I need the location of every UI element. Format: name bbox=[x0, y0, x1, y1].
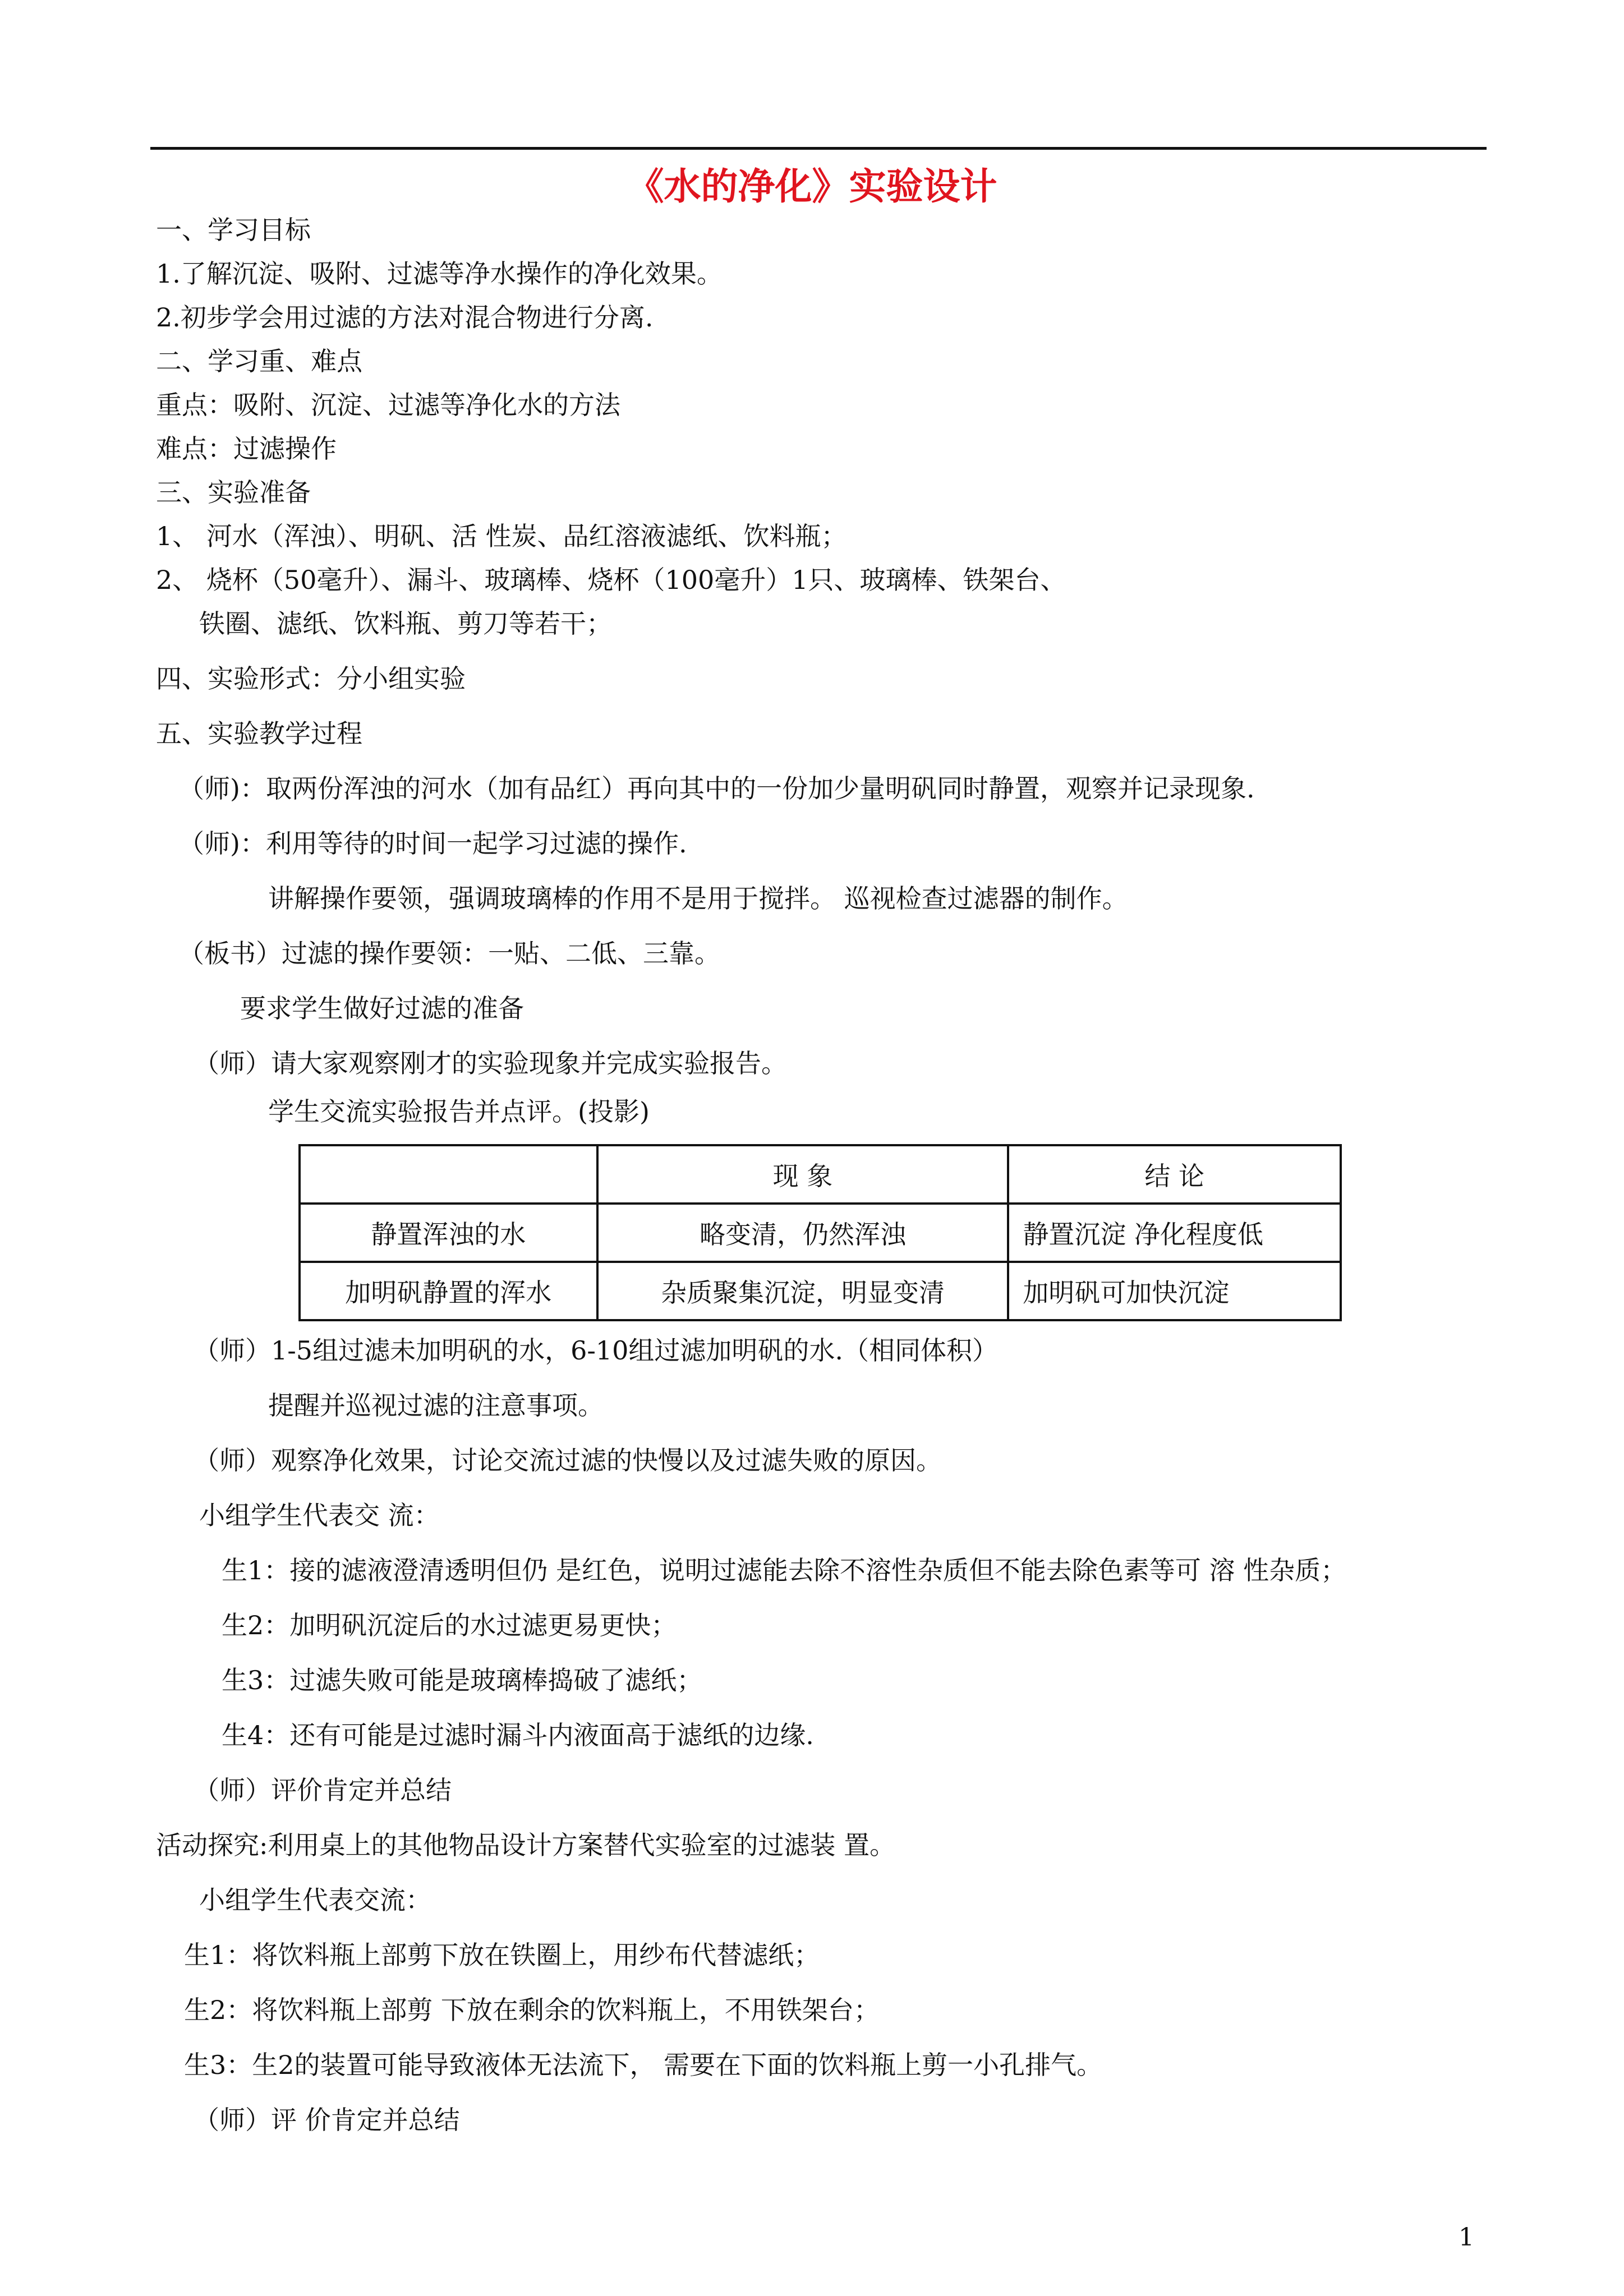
preparation-1: 1、 河水（浑浊）、明矾、活 性炭、品红溶液滤纸、饮料瓶； bbox=[156, 521, 847, 551]
preparation-2: 2、 烧杯（50毫升）、漏斗、玻璃棒、烧杯（100毫升）1只、玻璃棒、铁架台、 bbox=[156, 565, 1066, 595]
complete-report: （师）请大家观察刚才的实验现象并完成实验报告。 bbox=[194, 1048, 787, 1078]
table-cell: 杂质聚集沉淀，明显变清 bbox=[597, 1262, 1009, 1320]
document-title: 《水的净化》实验设计 bbox=[627, 165, 997, 208]
activity-answer-2: 生2：将饮料瓶上部剪 下放在剩余的饮料瓶上，不用铁架台； bbox=[184, 1995, 880, 2025]
table-header-cell: 结 论 bbox=[1008, 1145, 1341, 1204]
heading-key-points: 二、学习重、难点 bbox=[156, 346, 362, 376]
goal-2: 2.初步学会用过滤的方法对混合物进行分离. bbox=[156, 302, 654, 333]
table-row bbox=[300, 1204, 1341, 1262]
prepare-filter: 要求学生做好过滤的准备 bbox=[240, 993, 524, 1023]
goal-1: 1.了解沉淀、吸附、过滤等净水操作的净化效果。 bbox=[156, 259, 723, 289]
preparation-2-cont: 铁圈、滤纸、饮料瓶、剪刀等若干； bbox=[199, 608, 612, 639]
process-step-2: （师)：利用等待的时间一起学习过滤的操作. bbox=[178, 828, 687, 859]
filter-reminder: 提醒并巡视过滤的注意事项。 bbox=[268, 1390, 604, 1421]
activity-inquiry: 活动探究:利用桌上的其他物品设计方案替代实验室的过滤装 置。 bbox=[156, 1830, 896, 1860]
process-step-1: （师)：取两份浑浊的河水（加有品红）再向其中的一份加少量明矾同时静置，观察并记录现象. bbox=[178, 773, 1255, 804]
table-cell: 略变清，仍然浑浊 bbox=[597, 1204, 1009, 1262]
activity-answer-1: 生1：将饮料瓶上部剪下放在铁圈上，用纱布代替滤纸； bbox=[184, 1940, 820, 1970]
student-answer-1: 生1：接的滤液澄清透明但仍 是红色，说明过滤能去除不溶性杂质但不能去除色素等可 溶 性杂质； bbox=[222, 1555, 1347, 1585]
activity-answer-3: 生3：生2的装置可能导致液体无法流下， 需要在下面的饮料瓶上剪一小孔排气。 bbox=[184, 2050, 1103, 2080]
teacher-summary-1: （师）评价肯定并总结 bbox=[194, 1775, 452, 1805]
top-rule bbox=[150, 147, 1487, 150]
report-exchange: 学生交流实验报告并点评。(投影) bbox=[268, 1096, 650, 1127]
table-row bbox=[300, 1262, 1341, 1320]
table-cell: 静置浑浊的水 bbox=[300, 1204, 597, 1262]
student-answer-3: 生3：过滤失败可能是玻璃棒捣破了滤纸； bbox=[222, 1665, 703, 1695]
key-point: 重点：吸附、沉淀、过滤等净化水的方法 bbox=[156, 390, 620, 420]
table-cell: 加明矾静置的浑水 bbox=[300, 1262, 597, 1320]
group-report-heading: 小组学生代表交 流： bbox=[199, 1500, 440, 1530]
heading-learning-goals: 一、学习目标 bbox=[156, 215, 311, 245]
table-header-cell: 现 象 bbox=[597, 1145, 1009, 1204]
table-header-row bbox=[300, 1145, 1341, 1204]
page-number: 1 bbox=[1459, 2223, 1474, 2252]
report-table bbox=[298, 1144, 1342, 1321]
table-header-cell bbox=[300, 1145, 597, 1204]
board-writing: （板书）过滤的操作要领：一贴、二低、三靠。 bbox=[178, 938, 720, 969]
student-answer-2: 生2：加明矾沉淀后的水过滤更易更快； bbox=[222, 1610, 677, 1640]
difficult-point: 难点：过滤操作 bbox=[156, 434, 337, 464]
heading-teaching-process: 五、实验教学过程 bbox=[156, 718, 362, 749]
heading-experiment-form: 四、实验形式：分小组实验 bbox=[156, 663, 466, 694]
table-cell: 静置沉淀 净化程度低 bbox=[1008, 1204, 1341, 1262]
observe-effect: （师）观察净化效果，讨论交流过滤的快慢以及过滤失败的原因。 bbox=[194, 1445, 942, 1476]
process-step-2-detail: 讲解操作要领，强调玻璃棒的作用不是用于搅拌。 巡视检查过滤器的制作。 bbox=[268, 883, 1128, 914]
group-report-heading-2: 小组学生代表交流： bbox=[199, 1885, 431, 1915]
student-answer-4: 生4：还有可能是过滤时漏斗内液面高于滤纸的边缘. bbox=[222, 1720, 814, 1750]
heading-preparation: 三、实验准备 bbox=[156, 477, 311, 508]
teacher-summary-2: （师）评 价肯定并总结 bbox=[194, 2105, 460, 2135]
table-cell: 加明矾可加快沉淀 bbox=[1008, 1262, 1341, 1320]
group-filtering: （师）1-5组过滤未加明矾的水，6-10组过滤加明矾的水.（相同体积） bbox=[194, 1335, 999, 1366]
